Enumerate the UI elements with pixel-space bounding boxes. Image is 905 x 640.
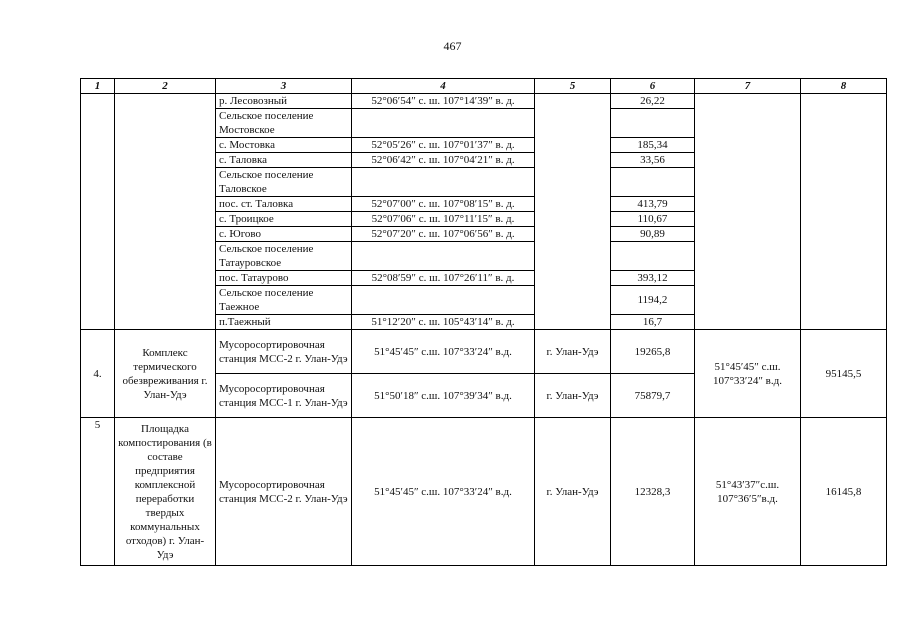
settlement-name: Сельское поселение Мостовское [216, 109, 352, 138]
value: 393,12 [611, 271, 695, 286]
table-row [81, 330, 887, 374]
value: 33,56 [611, 153, 695, 168]
value [611, 109, 695, 138]
settlement-name: Сельское поселение Татауровское [216, 242, 352, 271]
settlement-name: с. Мостовка [216, 138, 352, 153]
col-header: 1 [81, 79, 115, 94]
value [611, 242, 695, 271]
col-header: 4 [352, 79, 535, 94]
value: 1194,2 [611, 286, 695, 315]
coordinates [352, 286, 535, 315]
row-number: 4. [81, 330, 115, 418]
row-number: 5 [81, 418, 115, 566]
col-header: 5 [535, 79, 611, 94]
coordinates: 52°07′06″ с. ш. 107°11′15″ в. д. [352, 212, 535, 227]
col-header: 6 [611, 79, 695, 94]
city: г. Улан-Удэ [535, 374, 611, 418]
data-table [80, 78, 887, 566]
coordinates: 51°12′20″ с. ш. 105°43′14″ в. д. [352, 315, 535, 330]
coordinates: 51°45′45″ с.ш. 107°33′24″ в.д. [352, 418, 535, 566]
value: 110,67 [611, 212, 695, 227]
total-value: 16145,8 [801, 418, 887, 566]
page-number: 467 [443, 39, 462, 53]
settlement-name: Сельское поселение Таежное [216, 286, 352, 315]
total-value: 95145,5 [801, 330, 887, 418]
empty-cell [801, 94, 887, 330]
settlement-name: пос. ст. Таловка [216, 197, 352, 212]
value: 16,7 [611, 315, 695, 330]
value: 185,34 [611, 138, 695, 153]
value: 12328,3 [611, 418, 695, 566]
facility-location: 51°43′37″с.ш. 107°36′5″в.д. [695, 418, 801, 566]
empty-cell [535, 94, 611, 330]
value: 75879,7 [611, 374, 695, 418]
facility-name: Площадка компостирования (в составе предприятия комплексной переработки твердых коммунальных отходов) г. Улан-Удэ [115, 418, 216, 566]
facility-name: Комплекс термического обезвреживания г. Улан-Удэ [115, 330, 216, 418]
coordinates: 51°50′18″ с.ш. 107°39′34″ в.д. [352, 374, 535, 418]
city: г. Улан-Удэ [535, 418, 611, 566]
value [611, 168, 695, 197]
coordinates [352, 242, 535, 271]
coordinates [352, 109, 535, 138]
coordinates: 52°06′42″ с. ш. 107°04′21″ в. д. [352, 153, 535, 168]
empty-cell [115, 94, 216, 330]
empty-cell [81, 94, 115, 330]
empty-cell [695, 94, 801, 330]
col-header: 8 [801, 79, 887, 94]
coordinates [352, 168, 535, 197]
settlement-name: пос. Татаурово [216, 271, 352, 286]
col-header: 7 [695, 79, 801, 94]
city: г. Улан-Удэ [535, 330, 611, 374]
value: 26,22 [611, 94, 695, 109]
coordinates: 52°07′20″ с. ш. 107°06′56″ в. д. [352, 227, 535, 242]
coordinates: 51°45′45″ с.ш. 107°33′24″ в.д. [352, 330, 535, 374]
settlement-name: с. Таловка [216, 153, 352, 168]
value: 19265,8 [611, 330, 695, 374]
station-name: Мусоросортировочная станция МСС-2 г. Улан-Удэ [216, 330, 352, 374]
settlement-name: с. Югово [216, 227, 352, 242]
coordinates: 52°05′26″ с. ш. 107°01′37″ в. д. [352, 138, 535, 153]
station-name: Мусоросортировочная станция МСС-2 г. Улан-Удэ [216, 418, 352, 566]
col-header: 2 [115, 79, 216, 94]
value: 90,89 [611, 227, 695, 242]
value: 413,79 [611, 197, 695, 212]
table-row [81, 418, 887, 566]
settlement-name: п.Таежный [216, 315, 352, 330]
table-row [81, 94, 887, 109]
header-row [81, 79, 887, 94]
col-header: 3 [216, 79, 352, 94]
station-name: Мусоросортировочная станция МСС-1 г. Улан-Удэ [216, 374, 352, 418]
settlement-name: с. Троицкое [216, 212, 352, 227]
settlement-name: р. Лесовозный [216, 94, 352, 109]
coordinates: 52°07′00″ с. ш. 107°08′15″ в. д. [352, 197, 535, 212]
coordinates: 52°08′59″ с. ш. 107°26′11″ в. д. [352, 271, 535, 286]
settlement-name: Сельское поселение Таловское [216, 168, 352, 197]
facility-location: 51°45′45″ с.ш. 107°33′24″ в.д. [695, 330, 801, 418]
coordinates: 52°06′54″ с. ш. 107°14′39″ в. д. [352, 94, 535, 109]
